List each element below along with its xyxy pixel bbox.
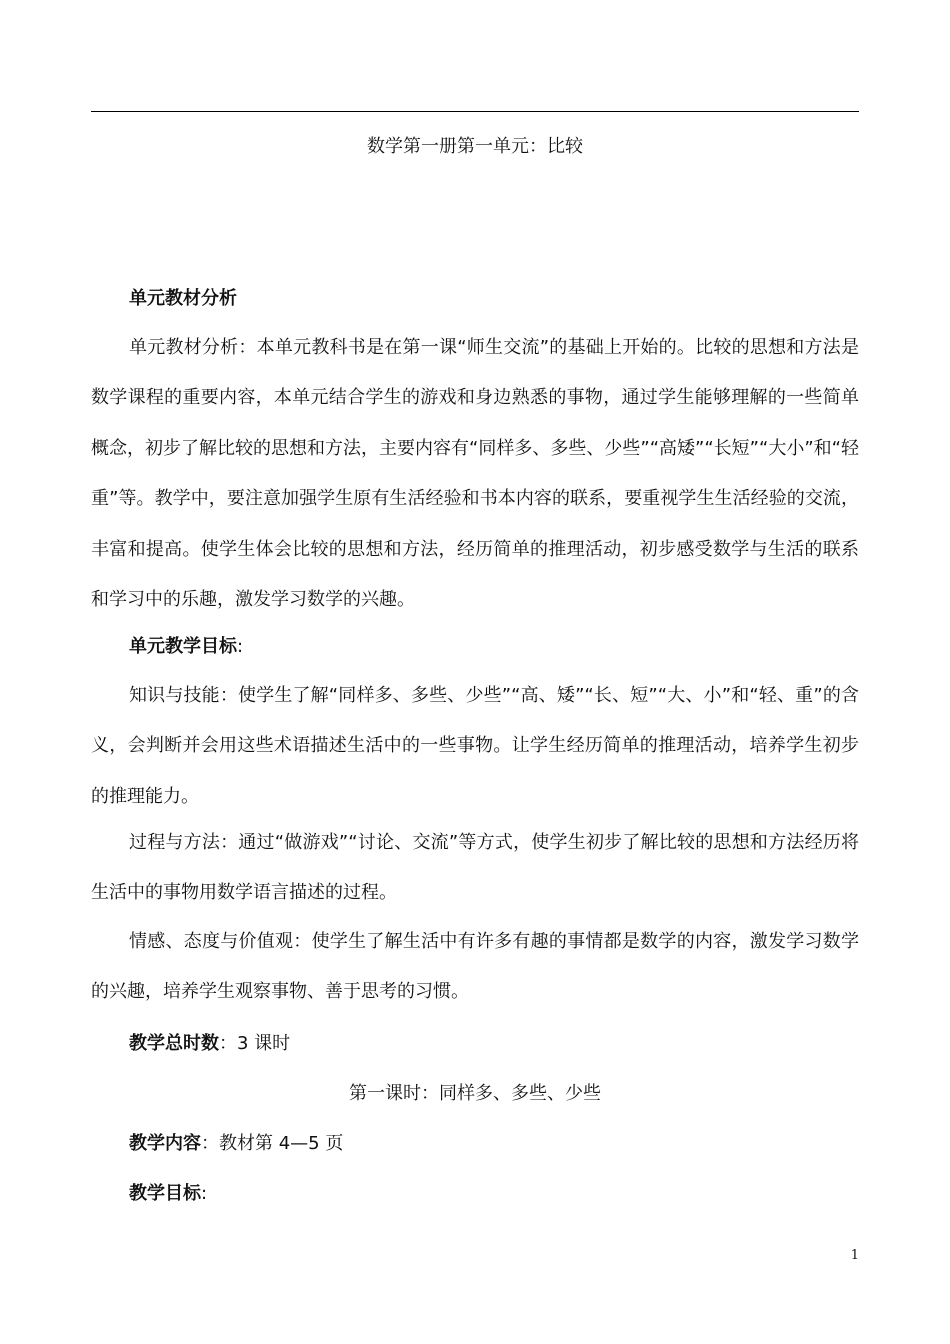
total-hours-value: ：3 课时	[219, 1033, 291, 1054]
page-number: 1	[850, 1248, 859, 1263]
goals-heading-label: 单元教学目标	[129, 636, 237, 657]
objectives-colon: :	[201, 1183, 208, 1204]
analysis-paragraph: 单元教材分析：本单元教科书是在第一课“师生交流”的基础上开始的。比较的思想和方法是数学课程的重要内容，本单元结合学生的游戏和身边熟悉的事物，通过学生能够理解的一些简单概念，初步了解比较的思想和方法，主要内容有“同样多、多些、少些”“高矮”“长短”“大小”和“轻重”等。教学中，要注意加强学生原有生活经验和书本内容的联系，要重视学生生活经验的交流，丰富和提高。使学生体会比较的思想和方法，经历简单的推理活动，初步感受数学与生活的联系和学习中的乐趣，激发学习数学的兴趣。	[91, 337, 859, 611]
process-paragraph: 过程与方法：通过“做游戏”“讨论、交流”等方式，使学生初步了解比较的思想和方法经历将生活中的事物用数学语言描述的过程。	[91, 832, 859, 904]
content-value: ：教材第 4—5 页	[201, 1133, 344, 1154]
total-hours-label: 教学总时数	[129, 1033, 219, 1054]
goals-heading-colon: :	[237, 636, 244, 657]
objectives-heading	[91, 1181, 859, 1207]
content-line	[91, 1131, 859, 1157]
total-hours-line	[91, 1031, 859, 1057]
knowledge-paragraph: 知识与技能：使学生了解“同样多、多些、少些”“高、矮”“长、短”“大、小”和“轻、重”的含义，会判断并会用这些术语描述生活中的一些事物。让学生经历简单的推理活动，培养学生初步的推理能力。	[91, 685, 859, 807]
section-heading-label: 单元教材分析	[129, 288, 237, 309]
objectives-label: 教学目标	[129, 1183, 201, 1204]
goals-heading	[91, 634, 859, 660]
section-heading	[91, 286, 859, 312]
lesson-title: 第一课时：同样多、多些、少些	[349, 1083, 601, 1104]
emotion-paragraph: 情感、态度与价值观：使学生了解生活中有许多有趣的事情都是数学的内容，激发学习数学的兴趣，培养学生观察事物、善于思考的习惯。	[91, 931, 859, 1003]
document-title: 数学第一册第一单元：比较	[367, 136, 583, 157]
content-label: 教学内容	[129, 1133, 201, 1154]
header-rule	[91, 111, 859, 112]
